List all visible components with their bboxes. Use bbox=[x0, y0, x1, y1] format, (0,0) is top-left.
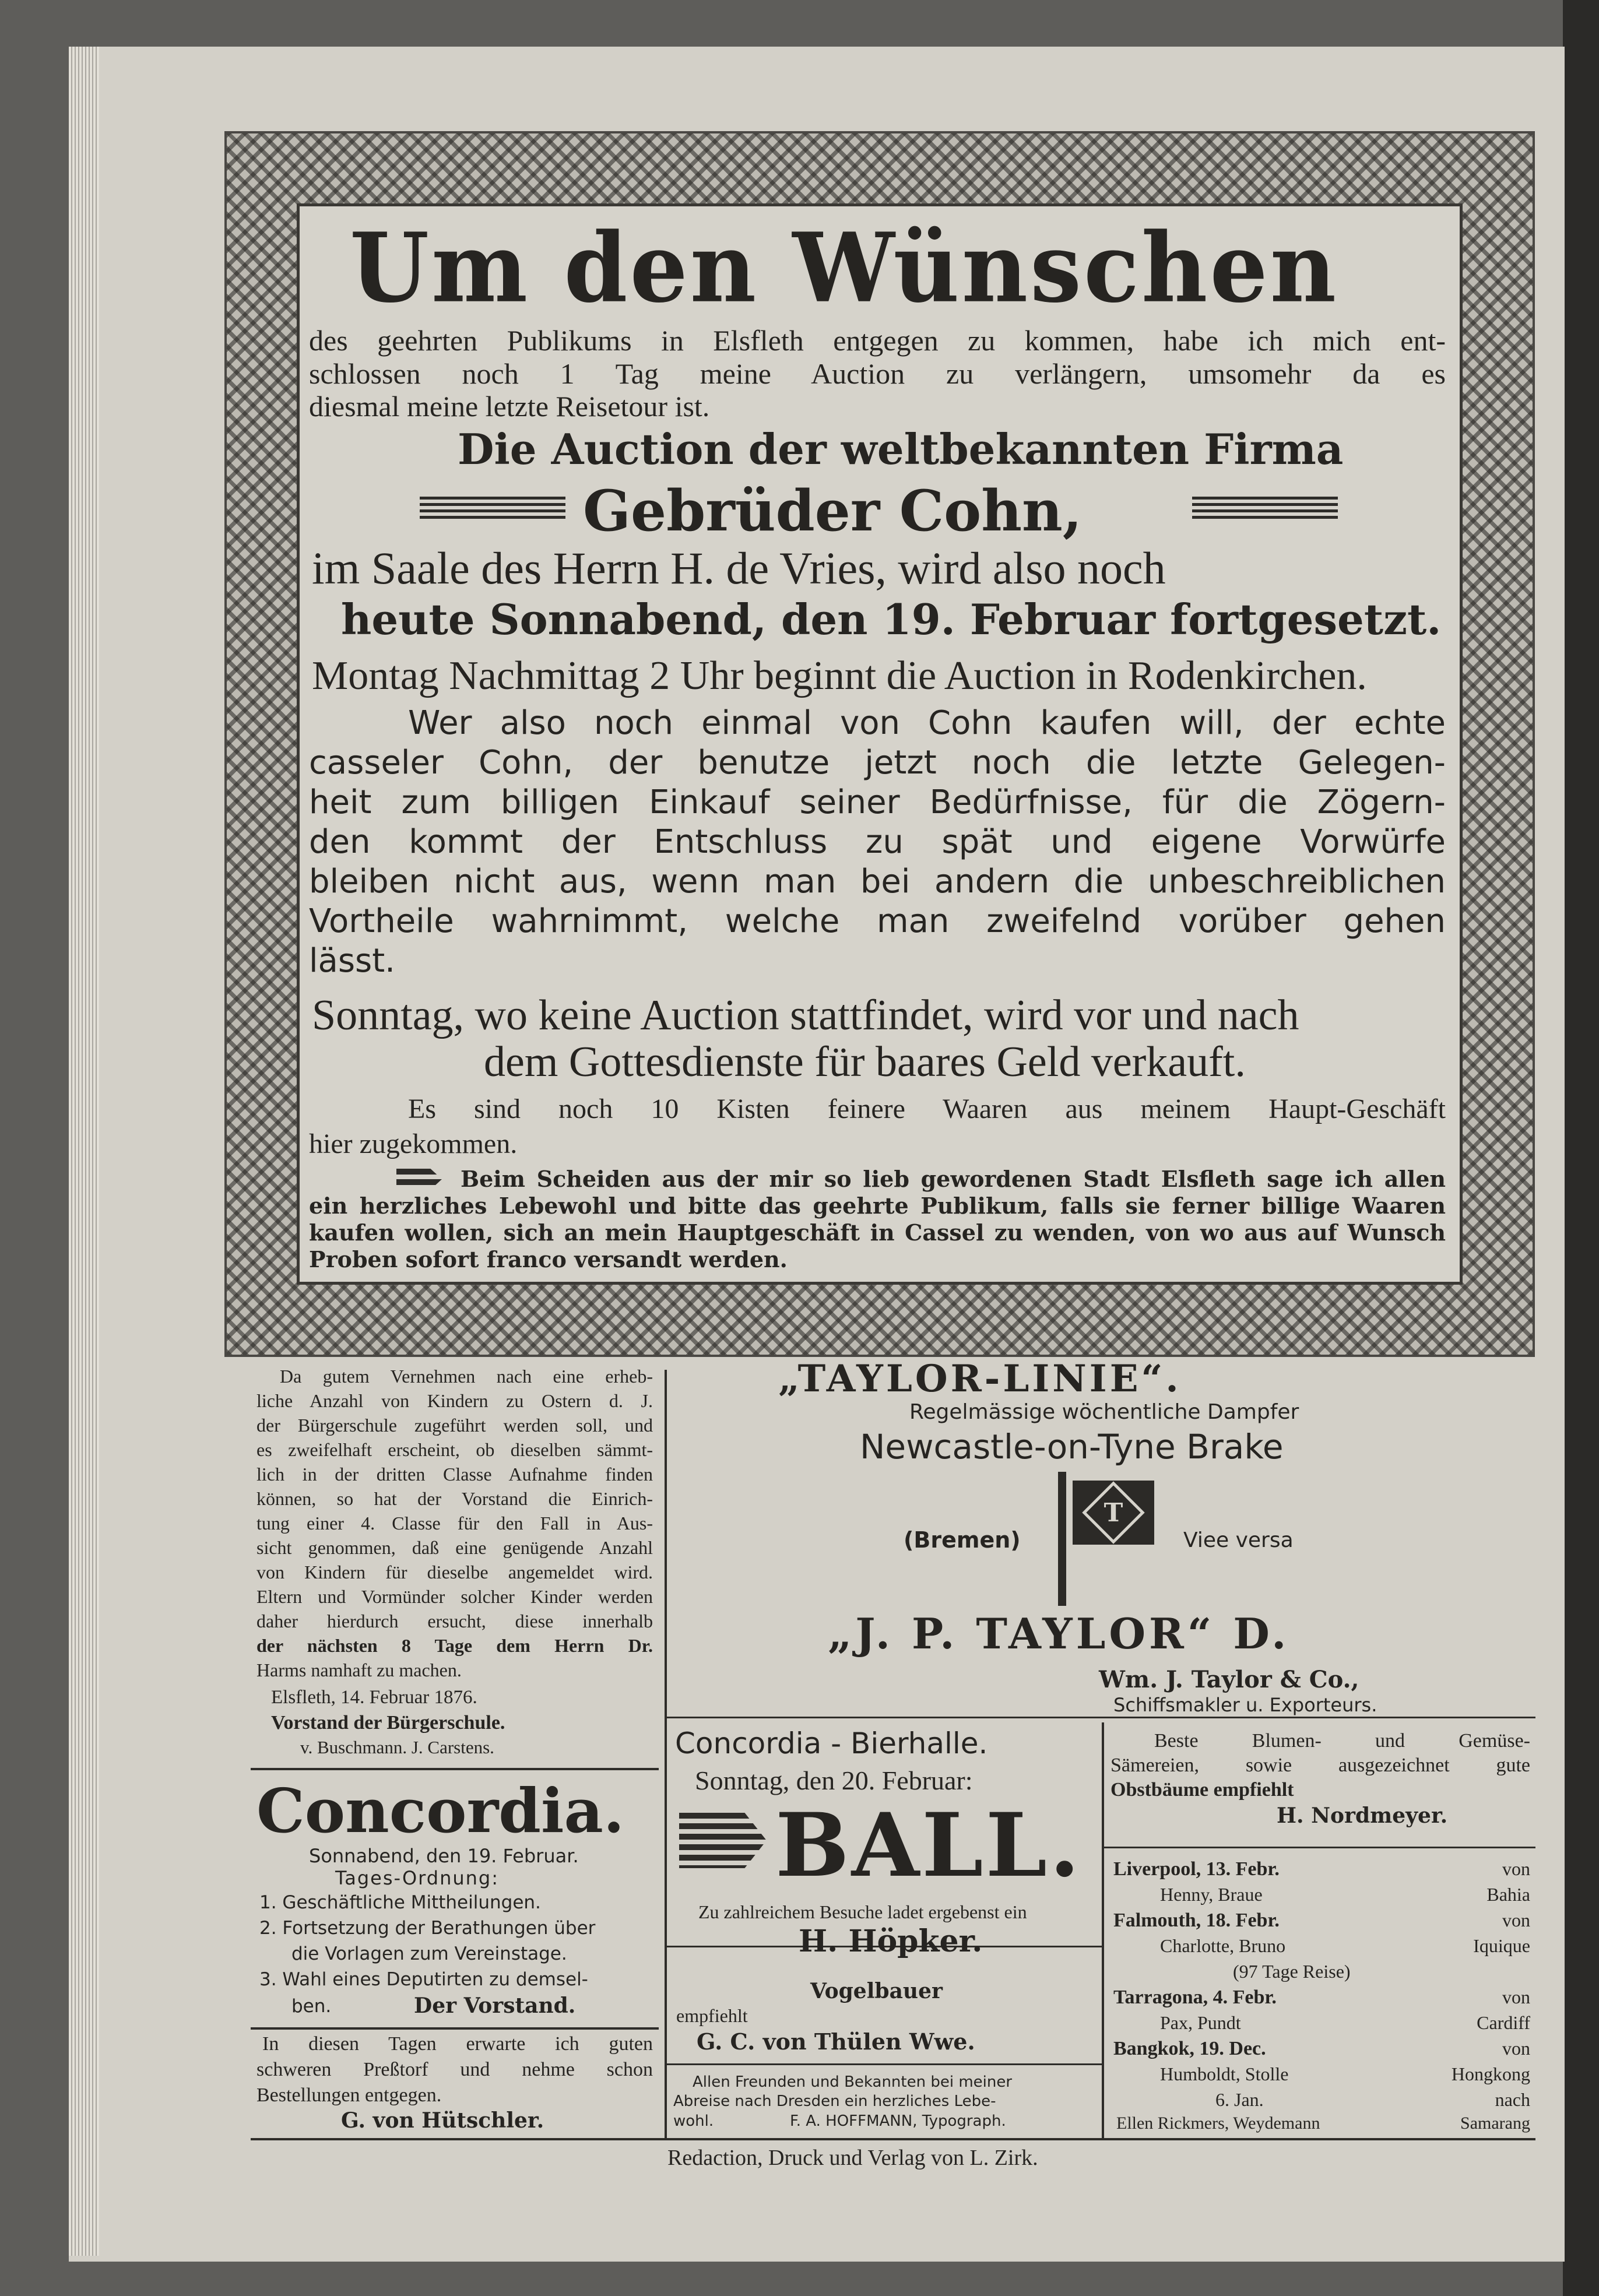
concordia-item: 2. Fortsetzung der Berathungen über bbox=[259, 1918, 596, 1939]
hoffmann-line: Allen Freunden und Bekannten bei meiner bbox=[693, 2073, 1013, 2091]
school-line: tung einer 4. Classe für den Fall in Aus- bbox=[256, 1513, 653, 1534]
column-rule-left bbox=[665, 1370, 667, 2139]
auction-body-line: bleiben nicht aus, wenn man bei andern die unbeschreiblichen bbox=[309, 863, 1446, 901]
shipping-right: von bbox=[1502, 1986, 1530, 2007]
printer-footer: Redaction, Druck und Verlag von L. Zirk. bbox=[667, 2146, 1038, 2170]
school-place-date: Elsfleth, 14. Februar 1876. bbox=[271, 1687, 477, 1708]
farewell-line: ein herzliches Lebewohl und bitte das geehrte Publikum, falls sie ferner billige Waaren bbox=[309, 1193, 1446, 1219]
hoffmann-name: F. A. HOFFMANN, Typograph. bbox=[790, 2112, 1006, 2130]
presstorf-name: G. von Hütschler. bbox=[341, 2108, 544, 2133]
taylor-title: „TAYLOR-LINIE“. bbox=[778, 1357, 1182, 1401]
concordia-item: 1. Geschäftliche Mittheilungen. bbox=[259, 1892, 541, 1913]
sunday-line-2: dem Gottesdienste für baares Geld verkauft. bbox=[484, 1038, 1246, 1086]
auction-body-line: den kommt der Entschluss zu spät und eigene Vorwürfe bbox=[309, 823, 1446, 861]
seeds-name: H. Nordmeyer. bbox=[1277, 1803, 1448, 1828]
auction-intro-2: schlossen noch 1 Tag meine Auction zu verlängern, umsomehr da es bbox=[309, 357, 1446, 390]
shipping-left: 6. Jan. bbox=[1215, 2089, 1264, 2110]
shipping-right: von bbox=[1502, 1910, 1530, 1931]
shipping-right: nach bbox=[1495, 2089, 1530, 2110]
ball-title: BALL. bbox=[775, 1794, 1083, 1897]
taylor-right-label: Viee versa bbox=[1183, 1528, 1294, 1552]
bierhalle-date: Sonntag, den 20. Februar: bbox=[695, 1766, 973, 1795]
shipping-left: (97 Tage Reise) bbox=[1233, 1961, 1351, 1982]
presstorf-line: In diesen Tagen erwarte ich guten bbox=[262, 2033, 653, 2055]
sunday-line-1: Sonntag, wo keine Auction stattfindet, wird vor und nach bbox=[312, 991, 1299, 1039]
rule-footer-top bbox=[251, 2138, 1535, 2140]
farewell-line: Beim Scheiden aus der mir so lieb gewordenen Stadt Elsfleth sage ich allen bbox=[461, 1166, 1446, 1192]
shipping-left: Henny, Braue bbox=[1160, 1884, 1263, 1905]
taylor-company: Wm. J. Taylor & Co., bbox=[1099, 1666, 1359, 1693]
school-line: lich in der dritten Classe Aufnahme finden bbox=[256, 1464, 653, 1485]
auction-body-line: Vortheile wahrnimmt, welche man zweifelnd vorüber gehen bbox=[309, 902, 1446, 940]
shipping-right: Iquique bbox=[1473, 1935, 1530, 1956]
shipping-right: Cardiff bbox=[1477, 2012, 1530, 2033]
decorative-rule-right bbox=[1192, 497, 1338, 522]
auction-intro-1: des geehrten Publikums in Elsfleth entgegen zu kommen, habe ich mich ent- bbox=[309, 324, 1446, 357]
vogelbauer-recommends: empfiehlt bbox=[676, 2005, 748, 2026]
farewell-line: kaufen wollen, sich an mein Hauptgeschäft in Cassel zu wenden, von wo aus auf Wunsch bbox=[309, 1219, 1446, 1246]
school-line: Harms namhaft zu machen. bbox=[256, 1659, 462, 1680]
school-line: liche Anzahl von Kindern zu Ostern d. J. bbox=[256, 1390, 653, 1411]
shipping-left: Liverpool, 13. Febr. bbox=[1113, 1858, 1280, 1880]
bierhalle-title: Concordia - Bierhalle. bbox=[675, 1727, 988, 1760]
page-stack-edges bbox=[69, 47, 99, 2256]
school-signature: Vorstand der Bürgerschule. bbox=[271, 1712, 505, 1734]
taylor-route: Newcastle-on-Tyne Brake bbox=[860, 1427, 1284, 1467]
auction-body-line: casseler Cohn, der benutze jetzt noch die letzte Gelegen- bbox=[309, 744, 1446, 782]
rule-concordia-bottom bbox=[251, 2027, 659, 2030]
hoffmann-line: Abreise nach Dresden ein herzliches Lebe- bbox=[673, 2093, 996, 2110]
concordia-title: Concordia. bbox=[256, 1775, 625, 1847]
shipping-left: Falmouth, 18. Febr. bbox=[1113, 1910, 1280, 1931]
shipping-right: Hongkong bbox=[1451, 2063, 1530, 2084]
shipping-left: Charlotte, Bruno bbox=[1160, 1935, 1286, 1956]
school-line: es zweifelhaft erscheint, ob dieselben sämmt- bbox=[256, 1439, 653, 1460]
taylor-ship: „J. P. TAYLOR“ D. bbox=[828, 1609, 1290, 1658]
seeds-line: Obstbäume empfiehlt bbox=[1110, 1779, 1294, 1801]
auction-body-line: heit zum billigen Einkauf seiner Bedürfnisse, für die Zögern- bbox=[309, 783, 1446, 821]
shipping-left: Bangkok, 19. Dec. bbox=[1113, 2038, 1266, 2059]
school-line: sicht genommen, daß eine genügende Anzahl bbox=[256, 1537, 653, 1558]
presstorf-line: Bestellungen entgegen. bbox=[256, 2084, 442, 2106]
vogelbauer-title: Vogelbauer bbox=[810, 1979, 943, 2003]
rule-taylor-bottom bbox=[667, 1717, 1535, 1718]
shipping-left: Tarragona, 4. Febr. bbox=[1113, 1986, 1277, 2008]
column-rule-right bbox=[1102, 1722, 1104, 2139]
concordia-agenda-title: Tages-Ordnung: bbox=[335, 1867, 499, 1889]
concordia-item: ben. bbox=[291, 1996, 332, 2017]
decorative-rule-left bbox=[420, 497, 565, 522]
school-line: Da gutem Vernehmen nach eine erheb- bbox=[280, 1366, 653, 1387]
auction-headline: Um den Wünschen bbox=[350, 212, 1339, 324]
vogelbauer-name: G. C. von Thülen Wwe. bbox=[697, 2028, 975, 2055]
school-line: der Bürgerschule zugeführt werden soll, und bbox=[256, 1415, 653, 1436]
kisten-line-1: Es sind noch 10 Kisten feinere Waaren aus meinem Haupt-Geschäft bbox=[408, 1093, 1446, 1124]
scan-background-edge bbox=[1563, 0, 1599, 2296]
rule-seeds-bottom bbox=[1104, 1847, 1535, 1848]
concordia-date: Sonnabend, den 19. Februar. bbox=[309, 1845, 579, 1867]
monday-line: Montag Nachmittag 2 Uhr beginnt die Auction in Rodenkirchen. bbox=[312, 653, 1367, 698]
shipping-right: Samarang bbox=[1460, 2114, 1530, 2133]
shipping-right: von bbox=[1502, 1858, 1530, 1879]
taylor-company-sub: Schiffsmakler u. Exporteurs. bbox=[1113, 1694, 1377, 1716]
auction-body-line: Wer also noch einmal von Cohn kaufen will, der echte bbox=[408, 704, 1446, 742]
concordia-signature: Der Vorstand. bbox=[414, 1993, 576, 2018]
shipping-left: Pax, Pundt bbox=[1160, 2012, 1241, 2033]
shipping-left: Humboldt, Stolle bbox=[1160, 2063, 1289, 2084]
auction-intro-3: diesmal meine letzte Reisetour ist. bbox=[309, 390, 710, 423]
farewell-line: Proben sofort franco versandt werden. bbox=[309, 1246, 788, 1272]
seeds-line: Beste Blumen- und Gemüse- bbox=[1154, 1730, 1530, 1752]
flag-pole bbox=[1058, 1472, 1066, 1606]
flag-letter: T bbox=[1104, 1498, 1123, 1528]
concordia-item: die Vorlagen zum Vereinstage. bbox=[291, 1943, 567, 1964]
seeds-line: Sämereien, sowie ausgezeichnet gute bbox=[1110, 1754, 1530, 1776]
shipping-left: Ellen Rickmers, Weydemann bbox=[1116, 2114, 1320, 2133]
shipping-right: von bbox=[1502, 2038, 1530, 2059]
school-line: von Kindern für dieselbe angemeldet wird. bbox=[256, 1562, 653, 1583]
hoffmann-line: wohl. bbox=[673, 2112, 714, 2130]
firm-intro: Die Auction der weltbekannten Firma bbox=[458, 424, 1344, 474]
bierhalle-name: H. Höpker. bbox=[799, 1924, 983, 1959]
shipping-right: Bahia bbox=[1486, 1884, 1530, 1905]
firm-name: Gebrüder Cohn, bbox=[583, 478, 1083, 544]
taylor-left-label: (Bremen) bbox=[904, 1527, 1021, 1553]
taylor-subtitle: Regelmässige wöchentliche Dampfer bbox=[909, 1400, 1299, 1424]
rule-vogelbauer-bottom bbox=[667, 2063, 1102, 2065]
school-line: können, so hat der Vorstand die Einrich- bbox=[256, 1488, 653, 1509]
presstorf-line: schweren Preßtorf und nehme schon bbox=[256, 2059, 653, 2080]
rule-school-bottom bbox=[251, 1768, 659, 1770]
school-line: daher hierdurch ersucht, diese innerhalb bbox=[256, 1611, 653, 1632]
school-line: der nächsten 8 Tage dem Herrn Dr. bbox=[256, 1635, 653, 1656]
auction-venue: im Saale des Herrn H. de Vries, wird also noch bbox=[312, 543, 1166, 593]
school-names: v. Buschmann. J. Carstens. bbox=[300, 1737, 494, 1757]
concordia-item: 3. Wahl eines Deputirten zu demsel- bbox=[259, 1969, 588, 1990]
bierhalle-invite: Zu zahlreichem Besuche ladet ergebenst ein bbox=[698, 1901, 1027, 1922]
taylor-flag-icon bbox=[1073, 1481, 1154, 1545]
school-line: Eltern und Vormünder solcher Kinder werden bbox=[256, 1586, 653, 1607]
auction-date: heute Sonnabend, den 19. Februar fortgesetzt. bbox=[341, 595, 1442, 644]
kisten-line-2: hier zugekommen. bbox=[309, 1128, 518, 1159]
auction-body-line: lässt. bbox=[309, 942, 395, 980]
